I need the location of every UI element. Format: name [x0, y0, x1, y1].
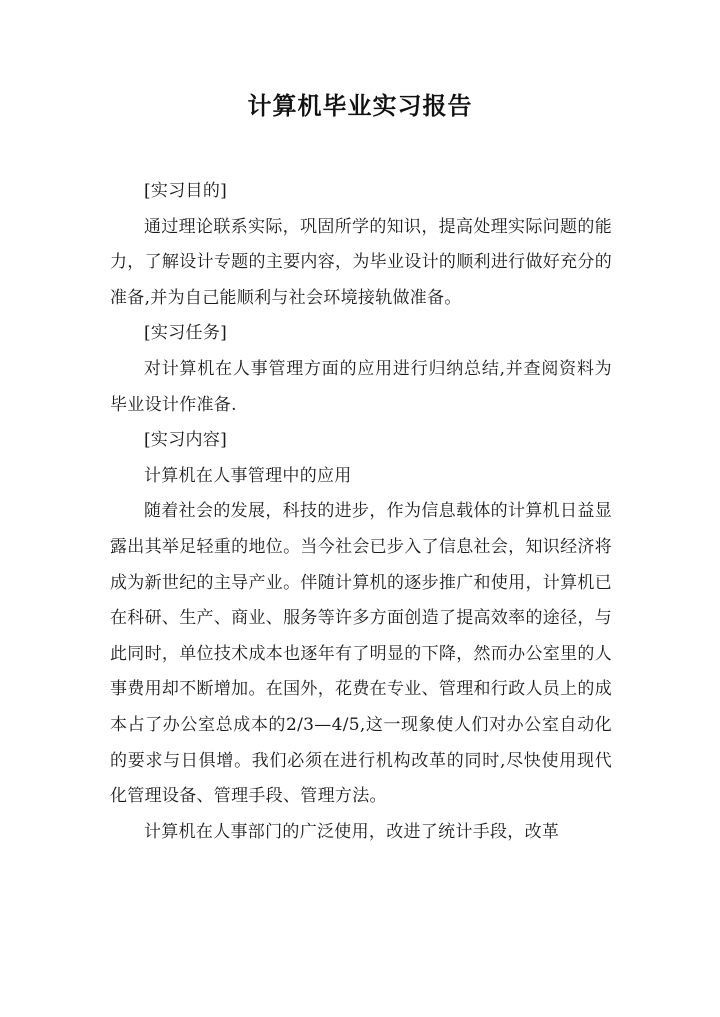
paragraph-purpose: 通过理论联系实际，巩固所学的知识，提高处理实际问题的能力，了解设计专题的主要内容，为毕业设计的顺利进行做好充分的准备,并为自己能顺利与社会环境接轨做准备。 [110, 216, 612, 308]
paragraph-content-main: 随着社会的发展，科技的进步，作为信息载体的计算机日益显露出其举足轻重的地位。当今社会已步入了信息社会，知识经济将成为新世纪的主导产业。伴随计算机的逐步推广和使用，计算机已在科研、生产、商业、服务等许多方面创造了提高效率的途径，与此同时，单位技术成本也逐年有了明显的下降，然而办公室里的人事费用却不断增加。在国外，花费在专业、管理和行政人员上的成本占了办公室总成本的2/3—4/5,这一现象使人们对办公室自动化的要求与日俱增。我们必须在进行机构改革的同时,尽快使用现代化管理设备、管理手段、管理方法。 [110, 501, 612, 807]
section-heading-purpose: [实习目的] [144, 181, 228, 201]
paragraph-subtitle: 计算机在人事管理中的应用 [144, 465, 352, 486]
paragraph-task: 对计算机在人事管理方面的应用进行归纳总结,并查阅资料为毕业设计作准备. [110, 358, 612, 415]
document-title: 计算机毕业实习报告 [247, 92, 473, 120]
document-body [110, 174, 612, 850]
section-heading-task: [实习任务] [144, 323, 228, 344]
section-heading-content: [实习内容] [144, 430, 228, 451]
paragraph-content-continued: 计算机在人事部门的广泛使用，改进了统计手段，改革 [144, 821, 560, 842]
